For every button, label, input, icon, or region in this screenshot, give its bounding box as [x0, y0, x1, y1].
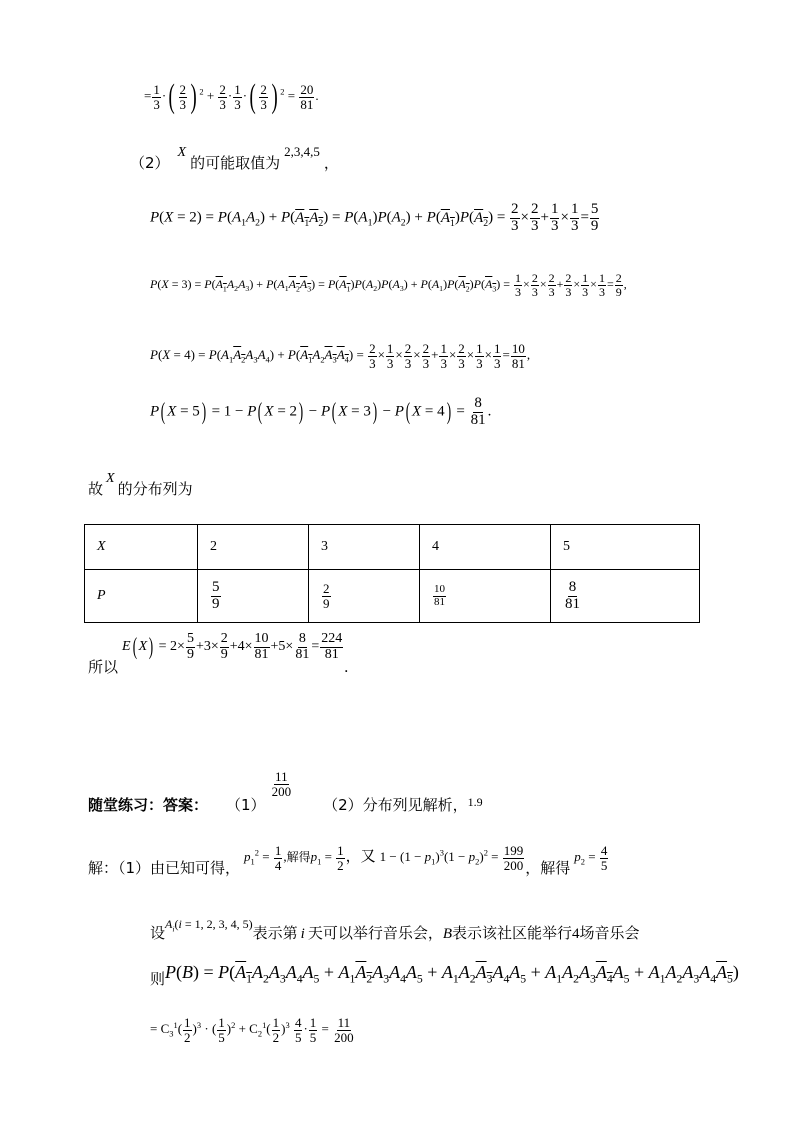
final-equation: = $C_3^1$( $\frac{1}{2}$ )$^3$ · ( $\frac{1}{5}$ )$^2 + C_2^1$( $\frac{1}{2}$ )$^3$ $\frac{4}{5}$ · $\frac{1}{5}$ = $\frac{11}{200}$ [150, 1015, 354, 1045]
frac-num: 5 [212, 578, 220, 595]
practice-answer [88, 769, 483, 814]
solution-again: ，又 [345, 847, 376, 866]
practice-p1-num: 11 [275, 769, 288, 784]
px5-equation: P( X = 5) = 1 − P( X = 2) − P( X = 3) − P( X = 4) = $\frac{8}{81}$ . [150, 395, 492, 428]
dist-heading-var: X [106, 471, 115, 486]
define-text3: 表示该社区能举行 [452, 924, 573, 942]
continued-equation: = $\frac{1}{3}$ ·( $\frac{2}{3}$ ) $^2$ + $\frac{2}{3}$ · $\frac{1}{3}$ ·( $\frac{2}{3}$ ) $^2$ = $\frac{20}{81}$ . [144, 78, 319, 115]
table-header-p: P [85, 570, 198, 623]
p1-equation: $p_1^2$ = $\frac{1}{4}$ , [244, 843, 287, 873]
p2-value: $p_2$ = $\frac{4}{5}$ [574, 843, 608, 873]
table-cell: 4 [420, 525, 551, 570]
solution-pre: 解：（1）由已知可得， [88, 859, 241, 878]
expectation-den: 81 [324, 646, 339, 662]
px2-equation: $P(X = 2) = P(A_1A_2) + P(A_1A_2) = P(A_1)P(A_2) + P(A_1)P(A_2)$ = $\frac{2}{3}$ × $\frac{2}{3}$ + $\frac{1}{3}$ × $\frac{1}{3}$ = $\frac{5}{9}$ [150, 201, 599, 234]
frac-num: 8 [568, 578, 577, 595]
expectation-num: 224 [321, 631, 343, 646]
distribution-table [84, 524, 700, 623]
event-def: $A_i(i = 1$, 2, 3, 4, 5) [165, 917, 253, 934]
table-row [85, 570, 700, 623]
solution-solved: 解得 [286, 850, 311, 865]
p2-equation: $1 - (1 - p_1)^3(1 - p_2)^2$ = $\frac{199}{200}$ [379, 843, 524, 873]
define-b: B [442, 926, 453, 942]
define-count: 4 [572, 926, 580, 942]
frac-den: 9 [212, 595, 220, 612]
table-cell: 3 [309, 525, 420, 570]
dist-heading-post: 的分布列为 [117, 480, 193, 498]
expectation-line [88, 631, 349, 677]
part2-text: 的可能取值为 [190, 154, 281, 172]
px5-num: 8 [474, 395, 482, 411]
expectation-formula: E( X) = 2× $\frac{5}{9}$ +3× $\frac{2}{9}$ +4× $\frac{10}{81}$ +5× $\frac{8}{81}$ = $\frac{224}{81}$ [122, 631, 343, 662]
practice-p1-label: （1） [226, 795, 266, 814]
var-x: X [177, 145, 187, 160]
table-cell: 2 [198, 525, 309, 570]
px5-period: . [487, 403, 492, 420]
part2-intro [130, 144, 339, 173]
frac-den: 9 [323, 595, 330, 611]
practice-title: 随堂练习：答案： [88, 795, 209, 814]
practice-p1-den: 200 [271, 783, 292, 799]
final-num: 11 [337, 1015, 351, 1030]
define-line [150, 912, 640, 942]
dist-heading-pre: 故 [88, 480, 104, 498]
frac-den: 81 [434, 595, 445, 608]
define-text4: 场音乐会 [579, 924, 640, 942]
define-text2: 天可以举行音乐会， [307, 924, 443, 942]
table-cell [551, 570, 700, 623]
table-cell [198, 570, 309, 623]
px4-equation: $P(X = 4) = P(A_1A_2A_3A_4) + P(A_1A_2A_3A_4)$ = $\frac{2}{3}$ × $\frac{1}{3}$ × $\frac{2}{3}$ × $\frac{2}{3}$ + $\frac{1}{3}$ × $\frac{2}{3}$ × $\frac{1}{3}$ × $\frac{1}{3}$ = $\frac{10}{81}$ , [150, 341, 531, 371]
table-header-x: X [85, 525, 198, 570]
line1-period: . [315, 87, 319, 103]
dist-heading [88, 471, 193, 499]
then-pre: 则 [150, 970, 166, 988]
px3-equation: $P(X = 3) = P(A_1A_2A_3) + P(A_1A_2A_3) = P(A_1)P(A_2)P(A_3) + P(A_1)P(A_2)P(A_3)$ = $\frac{1}{3}$ × $\frac{2}{3}$ × $\frac{2}{3}$ + $\frac{2}{3}$ × $\frac{1}{3}$ × $\frac{1}{3}$ = $\frac{2}{9}$ , [150, 271, 627, 299]
define-pre: 设 [150, 924, 166, 942]
part2-comma: ， [323, 154, 339, 172]
practice-p2-label: （2）分布列见解析， [323, 795, 468, 814]
practice-p2-value: 1.9 [467, 794, 483, 809]
expectation-pre: 所以 [88, 658, 119, 677]
frac-num: 10 [434, 582, 445, 595]
px5-den: 81 [470, 411, 486, 428]
table-cell [420, 570, 551, 623]
table-cell: 5 [551, 525, 700, 570]
solution-then-solve: ，解得 [525, 859, 571, 878]
part2-label: （2） [130, 154, 170, 172]
table-row [85, 525, 700, 570]
final-den: 200 [334, 1029, 354, 1045]
expectation-period: . [344, 659, 349, 677]
part2-values: 2,3,4,5 [284, 144, 320, 159]
p1-value: $p_1$ = $\frac{1}{2}$ [310, 843, 344, 873]
table-cell [309, 570, 420, 623]
frac-num: 2 [323, 580, 330, 596]
solution-line [88, 843, 609, 878]
pb-equation: $P(B) = P(A_1A_2A_3A_4A_5 + A_1A_2A_3A_4A_5 + A_1A_2A_3A_4A_5 + A_1A_2A_3A_4A_5 + A_1A_2A_3A_4A_5)$ [165, 962, 739, 986]
frac-den: 81 [565, 595, 580, 612]
define-text1: 表示第 [252, 924, 298, 942]
define-i: i [300, 926, 305, 942]
pb-line [150, 962, 739, 986]
